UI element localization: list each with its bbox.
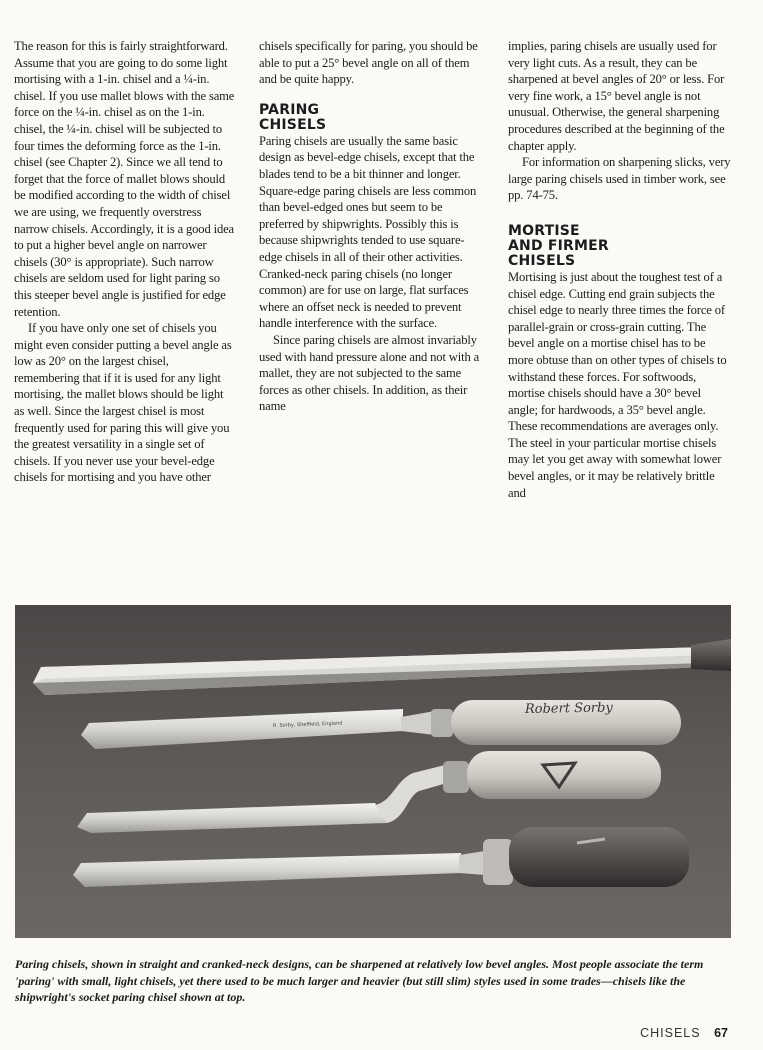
text-column-2 bbox=[259, 38, 481, 415]
body-paragraph: For information on sharpening slicks, very large paring chisels used in timber work, see pp. 74-75. bbox=[508, 155, 731, 203]
chisels-illustration bbox=[15, 605, 731, 938]
photo-caption: Paring chisels, shown in straight and cranked-neck designs, can be sharpened at relatively low bevel angles. Most people associate the term 'paring' with small, light chisels, yet there used to be much larger and heavier (but still slim) styles used in some trades—chisels like the shipwright's socket paring chisel shown at top. bbox=[15, 957, 704, 1004]
heading-line: CHISELS bbox=[259, 116, 327, 133]
heading-line: AND FIRMER bbox=[508, 237, 609, 254]
body-paragraph: implies, paring chisels are usually used for very light cuts. As a result, they can be sharpened at bevel angles of 20° or less. For very fine work, a 15° bevel angle is not unusual. Otherwise, the general sharpening procedures described at the beginning of the chapter apply. bbox=[508, 39, 725, 153]
blade-stamp: R. Sorby, Sheffield, England bbox=[272, 720, 343, 729]
section-heading-paring-chisels bbox=[259, 103, 481, 133]
body-paragraph: The reason for this is fairly straightforward. Assume that you are going to do some light mortising with a 1-in. chisel and a ¼-in. chisel. If you use mallet blows with the same force on the ¼-in. chisel as on the 1-in. chisel, the ¼-in. chisel will be subjected to four times the deforming force as the 1-in. chisel (see Chapter 2). Since we all tend to forget that the force of mallet blows should be modified according to the width of chisel we are using, we frequently overstress narrow chisels. Accordingly, it is a good idea to put a higher bevel angle on narrower chisels (30° is appropriate). Such narrow chisels are seldom used for light paring so this steeper bevel angle is justified for edge retention. bbox=[14, 39, 235, 319]
text-column-3 bbox=[508, 38, 732, 501]
body-paragraph: Mortising is just about the toughest test of a chisel edge. Cutting end grain subjects the chisel edge to nearly three times the force of parallel-grain or cross-grain cutting. The bevel angle on a mortise chisel has to be more obtuse than on other types of chisels to withstand these forces. For softwoods, mortise chisels should have a 30° bevel angle; for hardwoods, a 35° bevel angle. These recommendations are averages only. The steel in your particular mortise chisels may let you get away with somewhat lower bevel angles, or it may be relatively brittle and bbox=[508, 269, 727, 500]
heading-line: PARING bbox=[259, 101, 320, 118]
body-paragraph: If you have only one set of chisels you might even consider putting a bevel angle as low as 20° on the largest chisel, remembering that if it is used for any light mortising, the mallet blows should be light as well. Since the largest chisel is most frequently used for paring this will give you the greatest versatility in a single set of chisels. If you never use your bevel-edge chisels for mortising and you have other bbox=[14, 321, 232, 485]
text-column-1 bbox=[14, 38, 236, 486]
handle-brand: Robert Sorby bbox=[524, 700, 613, 717]
body-paragraph: chisels specifically for paring, you should be able to put a 25° bevel angle on all of them and be quite happy. bbox=[259, 39, 478, 87]
body-paragraph: Paring chisels are usually the same basic design as bevel-edge chisels, except that the blades tend to be a bit thinner and longer. Square-edge paring chisels are less common than bevel-edged ones but seem to be preferred by shipwrights. Possibly this is because shipwrights tended to use square-edge chisels in all of their other activities. Cranked-neck paring chisels (no longer common) are for use on large, flat surfaces where an offset neck is needed to prevent handle interference with the surface. bbox=[259, 133, 477, 331]
heading-line: CHISELS bbox=[508, 252, 576, 269]
chisels-photograph bbox=[15, 605, 731, 938]
heading-line: MORTISE bbox=[508, 222, 580, 239]
running-section-title: CHISELS bbox=[640, 1026, 701, 1040]
section-heading-mortise-firmer-chisels bbox=[508, 224, 732, 269]
page-footer bbox=[640, 1026, 728, 1040]
body-paragraph: Since paring chisels are almost invariably used with hand pressure alone and not with a mallet, they are not subjected to the same forces as other chisels. In addition, as their name bbox=[259, 332, 480, 414]
page-number: 67 bbox=[714, 1026, 728, 1040]
